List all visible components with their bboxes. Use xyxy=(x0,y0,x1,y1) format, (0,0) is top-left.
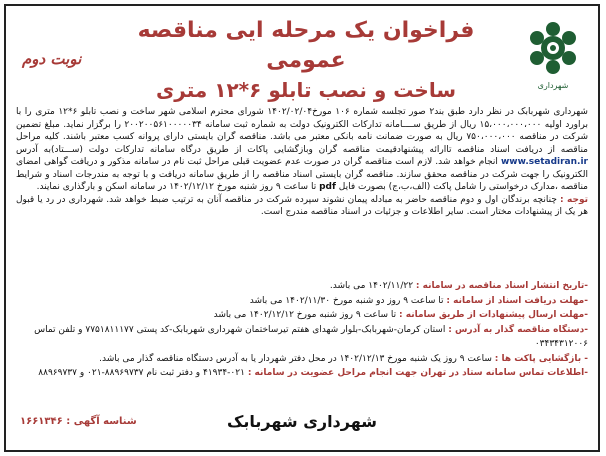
item-label: -دستگاه مناقصه گذار به آدرس : xyxy=(448,324,588,335)
signature: شهرداری شهربابک xyxy=(226,412,378,431)
list-item xyxy=(16,279,588,294)
list-item xyxy=(16,352,588,367)
paragraph-part-1: شهرداری شهربابک در نظر دارد طبق بند۲ صور تجلسه شماره ۱۰۶ مورخ۱۴۰۲/۰۲/۰۴ شورای محترم اسلامی شهر ساخت و نصب تابلو ۶*۱۲ متری را با براورد اولیه ۱۵،۰۰۰،۰۰۰،۰۰۰ ریال از طریق ســــامانه تدارکات الکترونیک دولت به شماره ثبت سامانه ۲۰۰۲۰۰۵۶۱۰۰۰۰۰۳۴ را برگزار نماید. مبلغ تضمین شرکت در مناقصه ۷۵۰،۰۰۰،۰۰۰ ریال به صورت ضمانت نامه بانکی معتبر می باشد. مناقصه گران بایستی دارای پروانه کسب معتبر باشند. کلیه مراحل مناقصه از دریافت اسناد مناقصه تاارائه پیشنهادقیمت مناقصه گران وبازگشایی پاکات از طریق درگاه سامانه تدارکات دولت (ســـتاد)به آدرس xyxy=(16,107,588,155)
item-label: -مهلت ارسال پیشنهادات از طریق سامانه : xyxy=(399,310,588,320)
item-label: - بازگشایی پاکت ها : xyxy=(494,353,588,364)
page-subtitle: ساخت و نصب تابلو ۶*۱۲ متری xyxy=(155,78,457,102)
note-text: چنانچه برندگان اول و دوم مناقصه حاضر به مبادله پیمان نشوند سپرده شرکت در مناقصه آنان به ترتیب ضبط خواهد شد. شهرداری در رد یا قبول هر یک از پیشنهادات مختار است. سایر اطلاعات و جزئیات در اسناد مناقصه مندرج است. xyxy=(16,194,588,217)
main-paragraph xyxy=(16,106,588,194)
municipality-logo xyxy=(524,20,582,90)
item-value: ۱۴۰۲/۱۱/۲۲ می باشد. xyxy=(329,281,414,291)
paragraph-part-3: تا ساعت ۹ روز شنبه مورخ ۱۴۰۲/۱۲/۱۲ در سامانه اسکن و بارگذاری نمایند. xyxy=(36,182,317,192)
list-item xyxy=(16,308,588,323)
round-label: نوبت دوم xyxy=(22,50,82,68)
details-list xyxy=(16,279,588,381)
item-label: -تاریخ انتشار اسناد مناقصه در سامانه : xyxy=(415,281,588,291)
paragraph-part-2: انجام خواهد شد. لازم است مناقصه گران در صورت عدم عضویت قبلی مراحل ثبت نام در سامانه مذکور و دریافت گواهی امضای الکترونیک را جهت شرکت در مناقصه محقق سازند. مناقصه گران بایستی اسناد مناقصه را از طریق سامانه دریافت و با توجه به مندرجات اسناد و شرایط مناقصه ،مدارک درخواستی را شامل پاکت (الف،ب،ج) بصورت فایل xyxy=(16,157,588,192)
page-title: فراخوان یک مرحله ایی مناقصه عمومی xyxy=(137,18,475,73)
ad-number: شناسه آگهی : ۱۶۶۱۳۴۶ xyxy=(20,416,137,427)
item-value: استان کرمان-شهربابک-بلوار شهدای هفتم تیرساختمان شهرداری شهربابک-کد پستی ۷۷۵۱۸۱۱۱۷۷ و تلفن تماس ۰۳۴۳۴۳۱۲۰۰۶ xyxy=(34,324,588,349)
title-block xyxy=(126,16,486,104)
item-label: -اطلاعات تماس سامانه ستاد در تهران جهت انجام مراحل عضویت در سامانه : xyxy=(247,368,588,378)
flower-emblem-icon xyxy=(525,20,581,76)
note-label: توجه : xyxy=(560,194,588,205)
announcement-frame xyxy=(4,4,600,452)
setad-link[interactable]: www.setadiran.ir xyxy=(500,157,588,167)
item-value: تا ساعت ۹ روز دو شنبه مورخ ۱۴۰۲/۱۱/۳۰ می باشد xyxy=(249,295,444,306)
announcement-body xyxy=(16,106,588,219)
item-value: ۰۲۱-۴۱۹۳۴ و دفتر ثبت نام ۸۸۹۶۹۷۳۷-۰۲۱ و ۸۸۹۶۹۷۳۷ xyxy=(38,368,245,378)
pdf-label: pdf xyxy=(319,182,336,192)
item-label: -مهلت دریافت اسناد از سامانه : xyxy=(446,295,588,306)
list-item xyxy=(16,294,588,309)
item-value: ساعت ۹ روز یک شنبه مورخ ۱۴۰۲/۱۲/۱۳ در محل دفتر شهردار یا به آدرس دستگاه مناقصه گذار می باشد. xyxy=(99,353,492,364)
list-item xyxy=(16,323,588,352)
logo-caption: شهرداری xyxy=(537,81,569,90)
note-paragraph xyxy=(16,194,588,219)
list-item xyxy=(16,366,588,381)
item-value: تا ساعت ۹ روز شنبه مورخ ۱۴۰۲/۱۲/۱۲ می باشد xyxy=(213,310,397,320)
